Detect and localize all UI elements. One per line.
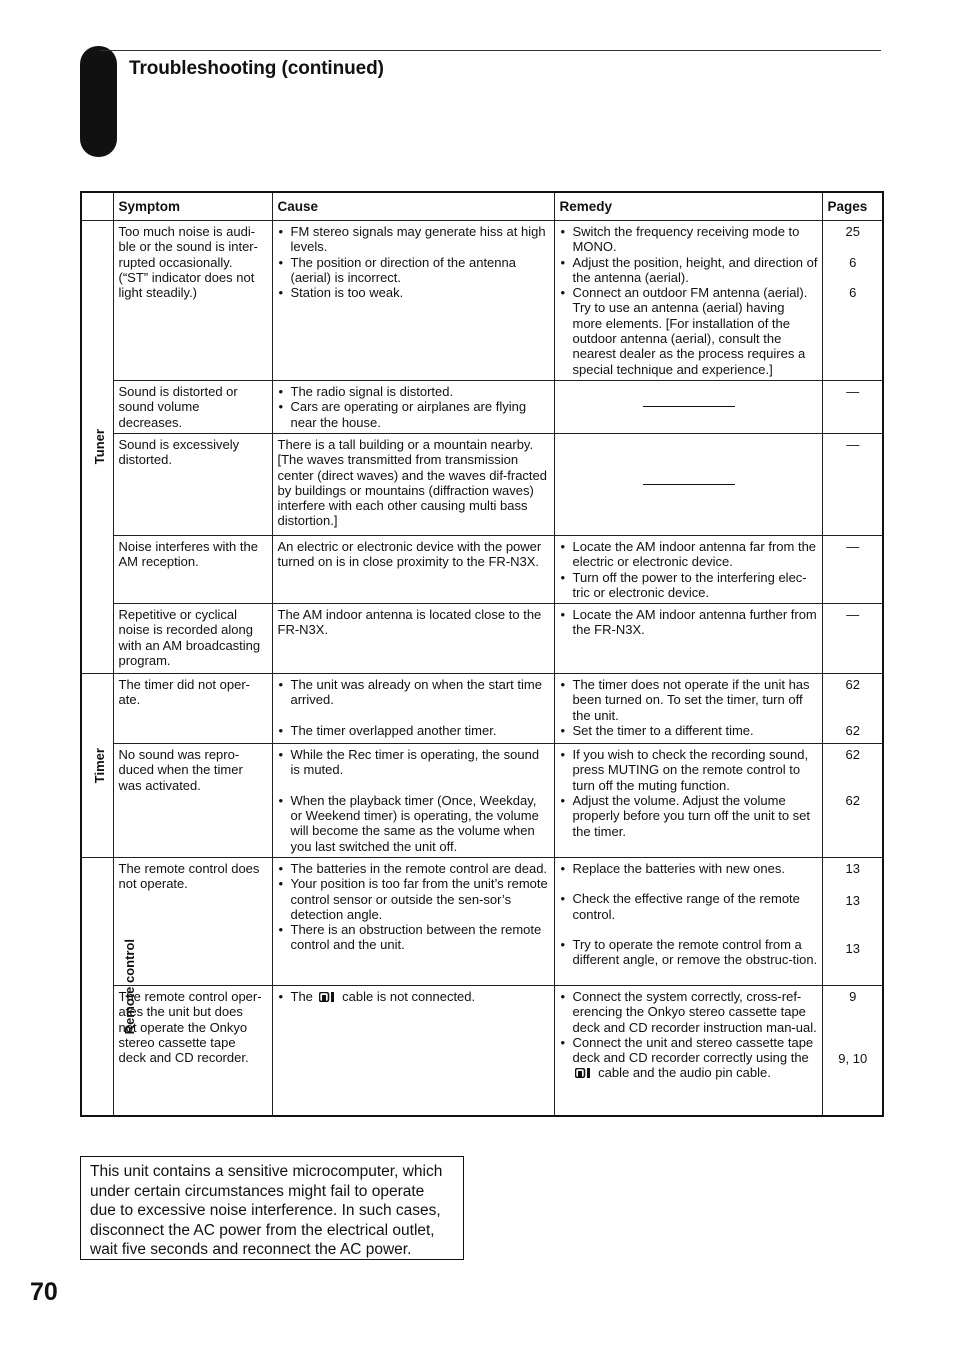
table-row bbox=[81, 535, 883, 603]
cause-cell bbox=[272, 433, 554, 535]
table-row bbox=[81, 744, 883, 858]
cause-item: • The position or direction of the antenna (aerial) is incorrect. bbox=[278, 255, 550, 286]
remedy-cell bbox=[554, 604, 822, 674]
symptom-line: program. bbox=[118, 653, 171, 669]
symptom-line: light steadily.) bbox=[118, 285, 198, 301]
page-number: 70 bbox=[30, 1278, 58, 1306]
category-timer bbox=[81, 674, 113, 858]
cause-item: • The unit was already on when the start time arrived. bbox=[278, 677, 550, 708]
table-row bbox=[81, 604, 883, 674]
cause-cell bbox=[272, 535, 554, 603]
symptom-line: noise is recorded along bbox=[118, 622, 253, 638]
table-row bbox=[81, 380, 883, 433]
symptom-line: Repetitive or cyclical bbox=[118, 607, 237, 623]
page-ref: — bbox=[846, 436, 860, 452]
remedy-cell bbox=[554, 985, 822, 1116]
symptom-line: AM reception. bbox=[118, 554, 199, 570]
remedy-item: • Set the timer to a different time. bbox=[560, 723, 818, 738]
remedy-item: • Connect an outdoor FM antenna (aerial). Try to use an antenna (aerial) having more elements. [For installation of the outdoor antenna (aerial), consult the nearest dealer as the process requires a special technique and experience.] bbox=[560, 285, 818, 377]
page-ref: 13 bbox=[845, 940, 860, 956]
symptom-line: ble or the sound is inter- bbox=[118, 239, 258, 255]
cause-text: There is a tall building or a mountain nearby. [The waves transmitted from transmission center (direct waves) and the waves dif-fracted by buildings or mountains (diffraction waves) interfere with each other causing multi bass distortion.] bbox=[277, 436, 548, 529]
category-label-remote-control: Remote control bbox=[122, 939, 138, 1035]
page-ref: 25 bbox=[845, 224, 860, 239]
page-ref: 9, 10 bbox=[838, 1050, 868, 1066]
remedy-item: • Replace the batteries with new ones. bbox=[560, 861, 818, 876]
category-label-timer: Timer bbox=[91, 747, 107, 784]
cause-item: • Station is too weak. bbox=[278, 285, 550, 300]
header-remedy: Remedy bbox=[554, 192, 822, 221]
troubleshooting-table bbox=[80, 191, 884, 1117]
page-ref: 62 bbox=[845, 723, 860, 739]
remedy-cell bbox=[554, 744, 822, 858]
symptom-cell bbox=[113, 433, 272, 535]
page-ref: — bbox=[846, 383, 860, 399]
symptom-line: The remote control does bbox=[118, 860, 260, 876]
category-remote-control bbox=[81, 857, 138, 1116]
symptom-cell bbox=[113, 744, 272, 858]
pages-cell bbox=[822, 433, 883, 535]
table-row bbox=[81, 674, 883, 744]
page-title: Troubleshooting (continued) bbox=[129, 58, 384, 79]
cause-cell bbox=[272, 857, 554, 985]
header-category bbox=[81, 192, 113, 221]
symptom-line: sound volume bbox=[118, 399, 200, 415]
cause-item: • FM stereo signals may generate hiss at high levels. bbox=[278, 224, 550, 255]
header-rule bbox=[100, 50, 881, 51]
remedy-item: • The timer does not operate if the unit has been turned on. To set the timer, turn off the unit. bbox=[560, 677, 818, 723]
pages-cell bbox=[822, 674, 883, 744]
page-ref: 9 bbox=[849, 988, 857, 1004]
pages-cell bbox=[822, 985, 883, 1116]
remedy-item: • Switch the frequency receiving mode to MONO. bbox=[560, 224, 818, 255]
cause-cell bbox=[272, 221, 554, 381]
remedy-cell bbox=[554, 221, 822, 381]
pages-cell bbox=[822, 380, 883, 433]
cause-item: • The radio signal is distorted. bbox=[278, 384, 550, 399]
pages-cell bbox=[822, 604, 883, 674]
pages-cell bbox=[822, 535, 883, 603]
header-cause: Cause bbox=[272, 192, 554, 221]
ri-logo-icon bbox=[319, 990, 337, 1000]
symptom-line: not operate the Onkyo bbox=[118, 1019, 248, 1035]
remedy-cell bbox=[554, 380, 822, 433]
note-box: This unit contains a sensitive microcomputer, which under certain circumstances might fail to operate due to excessive noise interference. In such cases, disconnect the AC power from the electrical outlet, wait five seconds and reconnect the AC power. bbox=[80, 1156, 464, 1260]
remedy-item: • Adjust the volume. Adjust the volume properly before you turn off the unit to set the timer. bbox=[560, 793, 818, 839]
remedy-item bbox=[560, 1035, 818, 1081]
page-ref: 62 bbox=[845, 793, 860, 809]
table-row bbox=[81, 433, 883, 535]
symptom-cell bbox=[113, 221, 272, 381]
remedy-item: • Locate the AM indoor antenna further from the FR-N3X. bbox=[560, 607, 818, 638]
cause-cell bbox=[272, 674, 554, 744]
cause-text: The bbox=[290, 988, 313, 1004]
page-ref: 13 bbox=[845, 892, 860, 908]
no-remedy-line bbox=[643, 406, 735, 407]
page-ref: 13 bbox=[845, 860, 860, 876]
page-ref: 6 bbox=[849, 285, 857, 301]
cause-item: • The batteries in the remote control are dead. bbox=[278, 861, 550, 876]
remedy-cell bbox=[554, 433, 822, 535]
cause-text: An electric or electronic device with the power turned on is in close proximity to the FR-N3X. bbox=[277, 538, 542, 570]
category-tuner bbox=[81, 221, 113, 674]
cause-item: • While the Rec timer is operating, the sound is muted. bbox=[278, 747, 550, 778]
symptom-line: with an AM broadcasting bbox=[118, 637, 261, 653]
page-ref: 6 bbox=[849, 254, 857, 270]
symptom-line: rupted occasionally. bbox=[118, 254, 233, 270]
symptom-line: was activated. bbox=[118, 777, 201, 793]
remedy-item: • Locate the AM indoor antenna far from the electric or electronic device. bbox=[560, 539, 818, 570]
pages-cell bbox=[822, 221, 883, 381]
cause-item: • The timer overlapped another timer. bbox=[278, 723, 550, 738]
page-ref: 62 bbox=[845, 677, 860, 693]
remedy-text: Connect the unit and stereo cassette tape deck and CD recorder correctly using the bbox=[572, 1034, 814, 1066]
symptom-cell bbox=[113, 674, 272, 744]
remedy-item: • Check the effective range of the remote control. bbox=[560, 891, 818, 922]
symptom-line: The timer did not oper- bbox=[118, 677, 251, 693]
symptom-line: No sound was repro- bbox=[118, 747, 240, 763]
section-tab-marker bbox=[80, 46, 117, 157]
pages-cell bbox=[822, 857, 883, 985]
cause-cell bbox=[272, 380, 554, 433]
pages-cell bbox=[822, 744, 883, 858]
table-row bbox=[81, 221, 883, 381]
remedy-cell bbox=[554, 535, 822, 603]
remedy-item: • If you wish to check the recording sound, press MUTING on the remote control to turn off the muting function. bbox=[560, 747, 818, 793]
remedy-cell bbox=[554, 674, 822, 744]
symptom-line: (“ST” indicator does not bbox=[118, 269, 255, 285]
cause-item bbox=[278, 989, 550, 1004]
symptom-line: decreases. bbox=[118, 414, 183, 430]
symptom-line: The remote control oper- bbox=[118, 988, 262, 1004]
remedy-item: • Connect the system correctly, cross-ref-erencing the Onkyo stereo cassette tape deck and CD recorder instruction man-ual. bbox=[560, 989, 818, 1035]
cause-item: • Cars are operating or airplanes are flying near the house. bbox=[278, 399, 550, 430]
symptom-cell bbox=[113, 604, 272, 674]
symptom-line: duced when the timer bbox=[118, 762, 243, 778]
ri-logo-icon bbox=[575, 1066, 593, 1076]
cause-item: • Your position is too far from the unit’s remote control sensor or outside the sen-sor’s detection angle. bbox=[278, 876, 550, 922]
remedy-text: cable and the audio pin cable. bbox=[598, 1065, 771, 1081]
page-ref: 62 bbox=[845, 747, 860, 763]
symptom-line: distorted. bbox=[118, 452, 172, 468]
symptom-line: not operate. bbox=[118, 876, 188, 892]
header-pages: Pages bbox=[822, 192, 883, 221]
cause-cell bbox=[272, 744, 554, 858]
symptom-line: ate. bbox=[118, 692, 141, 708]
cause-item: • When the playback timer (Once, Weekday, or Weekend timer) is operating, the volume will become the same as the volume when you last switched the unit off. bbox=[278, 793, 550, 854]
cause-cell bbox=[272, 985, 554, 1116]
symptom-cell bbox=[113, 380, 272, 433]
symptom-line: Too much noise is audi- bbox=[118, 224, 256, 239]
symptom-line: ates the unit but does bbox=[118, 1004, 243, 1020]
no-remedy-line bbox=[643, 484, 735, 485]
table-header-row bbox=[81, 192, 883, 221]
remedy-cell bbox=[554, 857, 822, 985]
symptom-line: Sound is excessively bbox=[118, 436, 240, 452]
symptom-cell bbox=[113, 535, 272, 603]
header-symptom: Symptom bbox=[113, 192, 272, 221]
remedy-item: • Adjust the position, height, and direction of the antenna (aerial). bbox=[560, 255, 818, 286]
symptom-line: Noise interferes with the bbox=[118, 538, 258, 554]
cause-text: The AM indoor antenna is located close to the FR-N3X. bbox=[277, 607, 542, 638]
cause-cell bbox=[272, 604, 554, 674]
remedy-item: • Turn off the power to the interfering elec-tric or electronic device. bbox=[560, 570, 818, 601]
page-ref: — bbox=[846, 538, 860, 554]
category-label-tuner: Tuner bbox=[91, 429, 107, 465]
page-ref: — bbox=[846, 607, 860, 623]
symptom-line: stereo cassette tape bbox=[118, 1034, 236, 1050]
cause-item: • There is an obstruction between the remote control and the unit. bbox=[278, 922, 550, 953]
table-row bbox=[81, 857, 883, 985]
table-row bbox=[81, 985, 883, 1116]
symptom-line: Sound is distorted or bbox=[118, 383, 238, 399]
cause-text: cable is not connected. bbox=[342, 988, 476, 1004]
remedy-item: • Try to operate the remote control from a different angle, or remove the obstruc-tion. bbox=[560, 937, 818, 968]
symptom-line: deck and CD recorder. bbox=[118, 1050, 249, 1066]
